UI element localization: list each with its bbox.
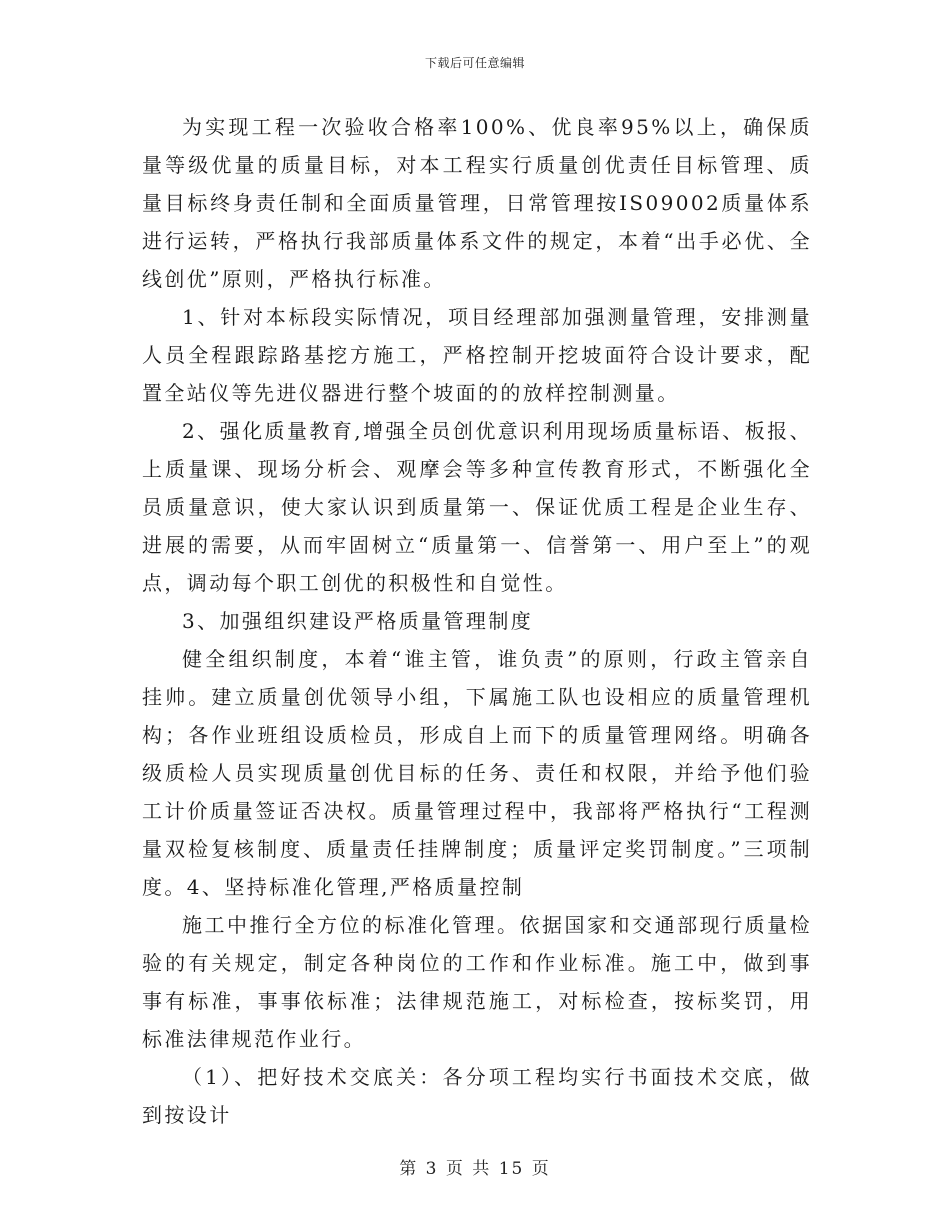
paragraph-organization-system: 健全组织制度，本着“谁主管，谁负责”的原则，行政主管亲自挂帅。建立质量创优领导小组，下属施工队也设相应的质量管理机构；各作业班组设质检员，形成自上而下的质量管理网络。明确各级质检人员实现质量创优目标的任务、责任和权限，并给予他们验工计价质量签证否决权。质量管理过程中，我部将严格执行“工程测量双检复核制度、质量责任挂牌制度；质量评定奖罚制度。”三项制度。4、坚持标准化管理,严格质量控制 <box>142 647 812 899</box>
page-number-footer: 第 3 页 共 15 页 <box>399 1159 551 1179</box>
paragraph-technical-briefing: （1）、把好技术交底关：各分项工程均实行书面技术交底，做到按设计 <box>142 1065 812 1127</box>
paragraph-standardization: 施工中推行全方位的标准化管理。依据国家和交通部现行质量检验的有关规定，制定各种岗位的工作和作业标准。施工中，做到事事有标准，事事依标准；法律规范施工，对标检查，按标奖罚，用标准法律规范作业行。 <box>142 913 812 1051</box>
paragraph-quality-goal: 为实现工程一次验收合格率100%、优良率95%以上，确保质量等级优量的质量目标，对本工程实行质量创优责任目标管理、质量目标终身责任制和全面质量管理，日常管理按IS09002质量体系进行运转，严格执行我部质量体系文件的规定，本着“出手必优、全线创优”原则，严格执行标准。 <box>142 115 812 291</box>
page-header: 下载后可任意编辑 <box>424 56 525 70</box>
paragraph-quality-education: 2、强化质量教育,增强全员创优意识利用现场质量标语、板报、上质量课、现场分析会、观摩会等多种宣传教育形式，不断强化全员质量意识，使大家认识到质量第一、保证优质工程是企业生存、进展的需要，从而牢固树立“质量第一、信誉第一、用户至上”的观点，调动每个职工创优的积极性和自觉性。 <box>142 419 812 595</box>
paragraph-measurement-management: 1、针对本标段实际情况，项目经理部加强测量管理，安排测量人员全程跟踪路基挖方施工，严格控制开挖坡面符合设计要求，配置全站仪等先进仪器进行整个坡面的的放样控制测量。 <box>142 305 812 405</box>
document-body <box>142 108 812 1134</box>
section-heading-organization: 3、加强组织建设严格质量管理制度 <box>182 609 534 633</box>
